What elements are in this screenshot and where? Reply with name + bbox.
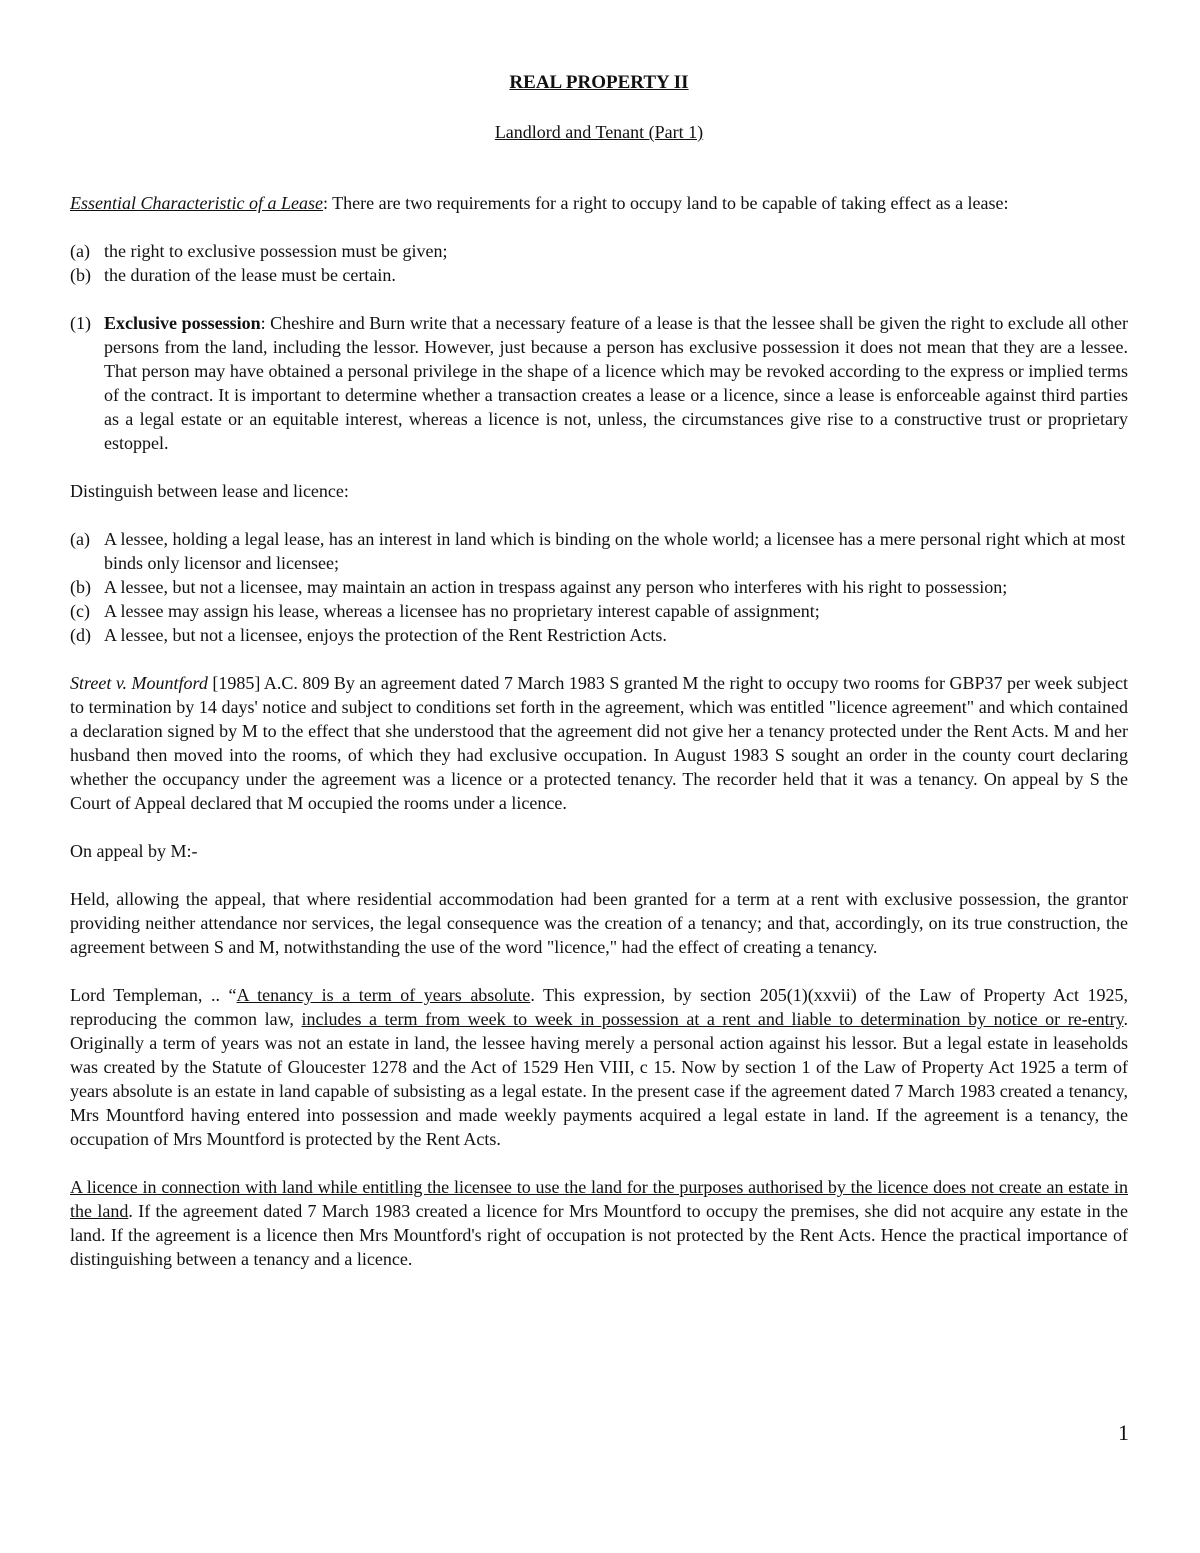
list-item	[70, 623, 1128, 647]
case-paragraph	[70, 671, 1128, 815]
list-item	[70, 239, 1128, 263]
templeman-lead: Lord Templeman, .. “	[70, 985, 237, 1005]
point-text: : Cheshire and Burn write that a necessary feature of a lease is that the lessee shall be given the right to exclude all other persons from the land, including the lessor. However, just because a person has exclusive possession it does not mean that they are a lessee. That person may have obtained a personal privilege in the shape of a licence which may be revoked according to the express or implied terms of the contract. It is important to determine whether a transaction creates a lease or a licence, since a lease is enforceable against third parties as a legal estate or an equitable interest, whereas a licence is not, unless, the circumstances give rise to a constructive trust or proprietary estoppel.	[104, 313, 1128, 453]
templeman-quote-1: A tenancy is a term of years absolute	[236, 985, 531, 1005]
list-label: (a)	[70, 241, 90, 261]
document-subtitle: Landlord and Tenant (Part 1)	[494, 122, 704, 142]
point-exclusive-possession	[70, 311, 1128, 455]
case-text: [1985] A.C. 809 By an agreement dated 7 March 1983 S granted M the right to occupy two rooms for GBP37 per week subject to termination by 14 days' notice and subject to conditions set forth in the agreement, which was entitled "licence agreement" and which contained a declaration signed by M to the effect that she understood that the agreement did not give her a tenancy protected under the Rent Acts. M and her husband then moved into the rooms, of which they had exclusive occupation. In August 1983 S sought an order in the county court declaring whether the occupancy under the agreement was a licence or a protected tenancy. The recorder held that it was a tenancy. On appeal by S the Court of Appeal declared that M occupied the rooms under a licence.	[70, 673, 1129, 813]
templeman-text-1: . This expression, by section 205(1)(xxvii) of the Law of Property Act 1925, reproducing the common law,	[70, 985, 1128, 1029]
list-label: (c)	[70, 601, 90, 621]
intro-paragraph	[70, 191, 1128, 215]
templeman-paragraph	[70, 983, 1128, 1151]
distinguish-heading: Distinguish between lease and licence:	[70, 481, 349, 501]
list-item	[70, 599, 1128, 623]
list-label: (b)	[70, 265, 91, 285]
held-paragraph: Held, allowing the appeal, that where residential accommodation had been granted for a term at a rent with exclusive possession, the grantor providing neither attendance nor services, the legal consequence was the creation of a tenancy; and that, accordingly, on its true construction, the agreement between S and M, notwithstanding the use of the word "licence," had the effect of creating a tenancy.	[70, 889, 1128, 957]
list-text: the duration of the lease must be certain.	[104, 265, 396, 285]
list-text: A lessee may assign his lease, whereas a licensee has no proprietary interest capable of assignment;	[104, 601, 820, 621]
licence-paragraph	[70, 1175, 1128, 1271]
intro-text: : There are two requirements for a right to occupy land to be capable of taking effect as a lease:	[322, 193, 1009, 213]
list-label: (a)	[70, 529, 90, 549]
list-item	[70, 575, 1128, 599]
list-text: A lessee, but not a licensee, may maintain an action in trespass against any person who interferes with his right to possession;	[104, 577, 1008, 597]
document-title: REAL PROPERTY II	[509, 72, 689, 93]
list-text: the right to exclusive possession must be given;	[104, 241, 448, 261]
point-heading: Exclusive possession	[104, 313, 261, 333]
document-body	[70, 191, 1128, 1271]
list-label: (1)	[70, 313, 91, 333]
list-label: (d)	[70, 625, 91, 645]
distinguish-list	[70, 527, 1128, 647]
templeman-quote-2: includes a term from week to week in possession at a rent and liable to determination by notice or re-entry	[301, 1009, 1124, 1029]
list-label: (b)	[70, 577, 91, 597]
list-text: A lessee, holding a legal lease, has an interest in land which is binding on the whole world; a licensee has a mere personal right which at most binds only licensor and licensee;	[104, 529, 1126, 573]
list-item	[70, 527, 1128, 575]
templeman-text-2: . Originally a term of years was not an estate in land, the lessee having merely a personal action against his lessor. But a legal estate in leaseholds was created by the Statute of Gloucester 1278 and the Act of 1529 Hen VIII, c 15. Now by section 1 of the Law of Property Act 1925 a term of years absolute is an estate in land capable of subsisting as a legal estate. In the present case if the agreement dated 7 March 1983 created a tenancy, Mrs Mountford having entered into possession and made weekly payments acquired a legal estate in land. If the agreement is a tenancy, the occupation of Mrs Mountford is protected by the Rent Acts.	[70, 1009, 1128, 1149]
list-text: A lessee, but not a licensee, enjoys the protection of the Rent Restriction Acts.	[104, 625, 667, 645]
list-item	[70, 263, 1128, 287]
page-number: 1	[1118, 1420, 1129, 1445]
licence-quote: A licence in connection with land while entitling the licensee to use the land for the purposes authorised by the licence does not create an estate in the land	[70, 1177, 1128, 1221]
licence-text: . If the agreement dated 7 March 1983 created a licence for Mrs Mountford to occupy the premises, she did not acquire any estate in the land. If the agreement is a licence then Mrs Mountford's right of occupation is not protected by the Rent Acts. Hence the practical importance of distinguishing between a tenancy and a licence.	[70, 1201, 1128, 1269]
case-name: Street v. Mountford	[70, 673, 208, 693]
appeal-line: On appeal by M:-	[70, 841, 198, 861]
requirements-list	[70, 239, 1128, 287]
intro-heading: Essential Characteristic of a Lease	[70, 193, 323, 213]
